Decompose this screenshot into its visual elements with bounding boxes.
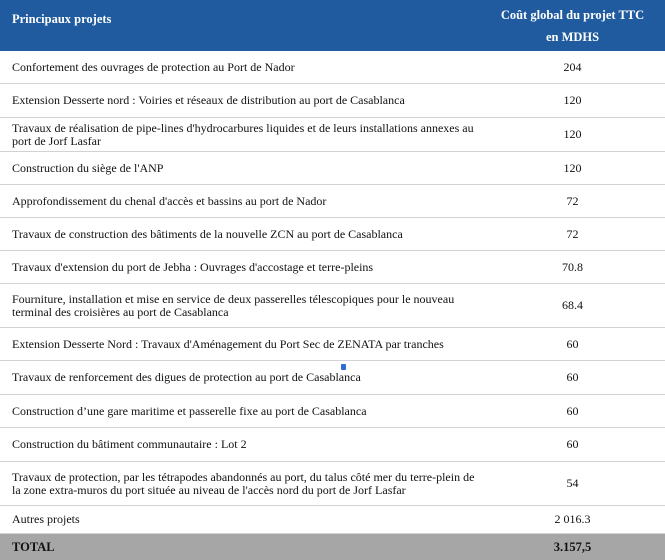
project-name: Construction d’une gare maritime et passerelle fixe au port de Casablanca	[12, 403, 367, 418]
project-cost: 60	[566, 370, 579, 384]
table-row	[0, 284, 665, 328]
project-name: Autres projets	[12, 512, 80, 526]
table-header	[0, 0, 665, 51]
table-row	[0, 51, 665, 84]
table-row	[0, 251, 665, 284]
table-row	[0, 506, 665, 534]
table-row	[0, 395, 665, 428]
table-row	[0, 118, 665, 152]
table-row	[0, 361, 665, 395]
table-row	[0, 428, 665, 462]
project-cost: 60	[566, 336, 579, 351]
table-row	[0, 462, 665, 506]
project-cost: 70.8	[562, 259, 583, 274]
project-name: Fourniture, installation et mise en service de deux passerelles télescopiques pour le nouveau terminal des croisières au port de Casablanca	[12, 291, 455, 319]
header-projects: Principaux projets	[12, 12, 112, 26]
project-name: Travaux de renforcement des digues de protection au port de Casablanca	[12, 370, 361, 384]
project-name: Approfondissement du chenal d'accès et bassins au port de Nador	[12, 193, 327, 208]
table-row	[0, 328, 665, 361]
project-name: Extension Desserte nord : Voiries et réseaux de distribution au port de Casablanca	[12, 93, 405, 107]
project-cost: 120	[563, 93, 582, 107]
project-name: Travaux de protection, par les tétrapodes abandonnés au port, du talus côté mer du terre-plein de la zone extra-muros du port située au niveau de l'accès nord du port de Jorf Lasfar	[12, 469, 475, 497]
text-cursor-marker	[341, 364, 346, 370]
project-cost: 204	[563, 59, 582, 74]
project-name: Extension Desserte Nord : Travaux d'Aménagement du Port Sec de ZENATA par tranches	[12, 336, 444, 351]
project-cost: 2 016.3	[554, 512, 591, 526]
project-name: Confortement des ouvrages de protection au Port de Nador	[12, 59, 295, 74]
project-name: Travaux de construction des bâtiments de la nouvelle ZCN au port de Casablanca	[12, 226, 403, 241]
project-name: Travaux d'extension du port de Jebha : Ouvrages d'accostage et terre-pleins	[12, 259, 374, 274]
project-cost: 72	[566, 193, 579, 208]
table-row	[0, 84, 665, 118]
project-cost: 120	[563, 160, 582, 175]
table-row	[0, 185, 665, 218]
total-row	[0, 534, 665, 560]
header-cost-line2: en MDHS	[545, 30, 600, 44]
table-row	[0, 152, 665, 185]
project-cost: 72	[566, 226, 579, 241]
project-cost: 68.4	[562, 298, 583, 312]
project-cost: 120	[563, 127, 582, 141]
project-name: Construction du bâtiment communautaire : Lot 2	[12, 437, 247, 451]
total-value: 3.157,5	[553, 539, 592, 554]
project-cost: 60	[566, 437, 579, 451]
project-cost: 54	[566, 476, 579, 490]
header-cost	[480, 0, 665, 51]
project-name: Travaux de réalisation de pipe-lines d'hydrocarbures liquides et de leurs installations annexes au port de Jorf Lasfar	[12, 120, 474, 148]
project-name: Construction du siège de l'ANP	[12, 160, 164, 175]
header-cost-line1: Coût global du projet TTC	[500, 8, 645, 22]
table-row	[0, 218, 665, 251]
project-cost: 60	[566, 403, 579, 418]
total-label: TOTAL	[12, 539, 55, 554]
